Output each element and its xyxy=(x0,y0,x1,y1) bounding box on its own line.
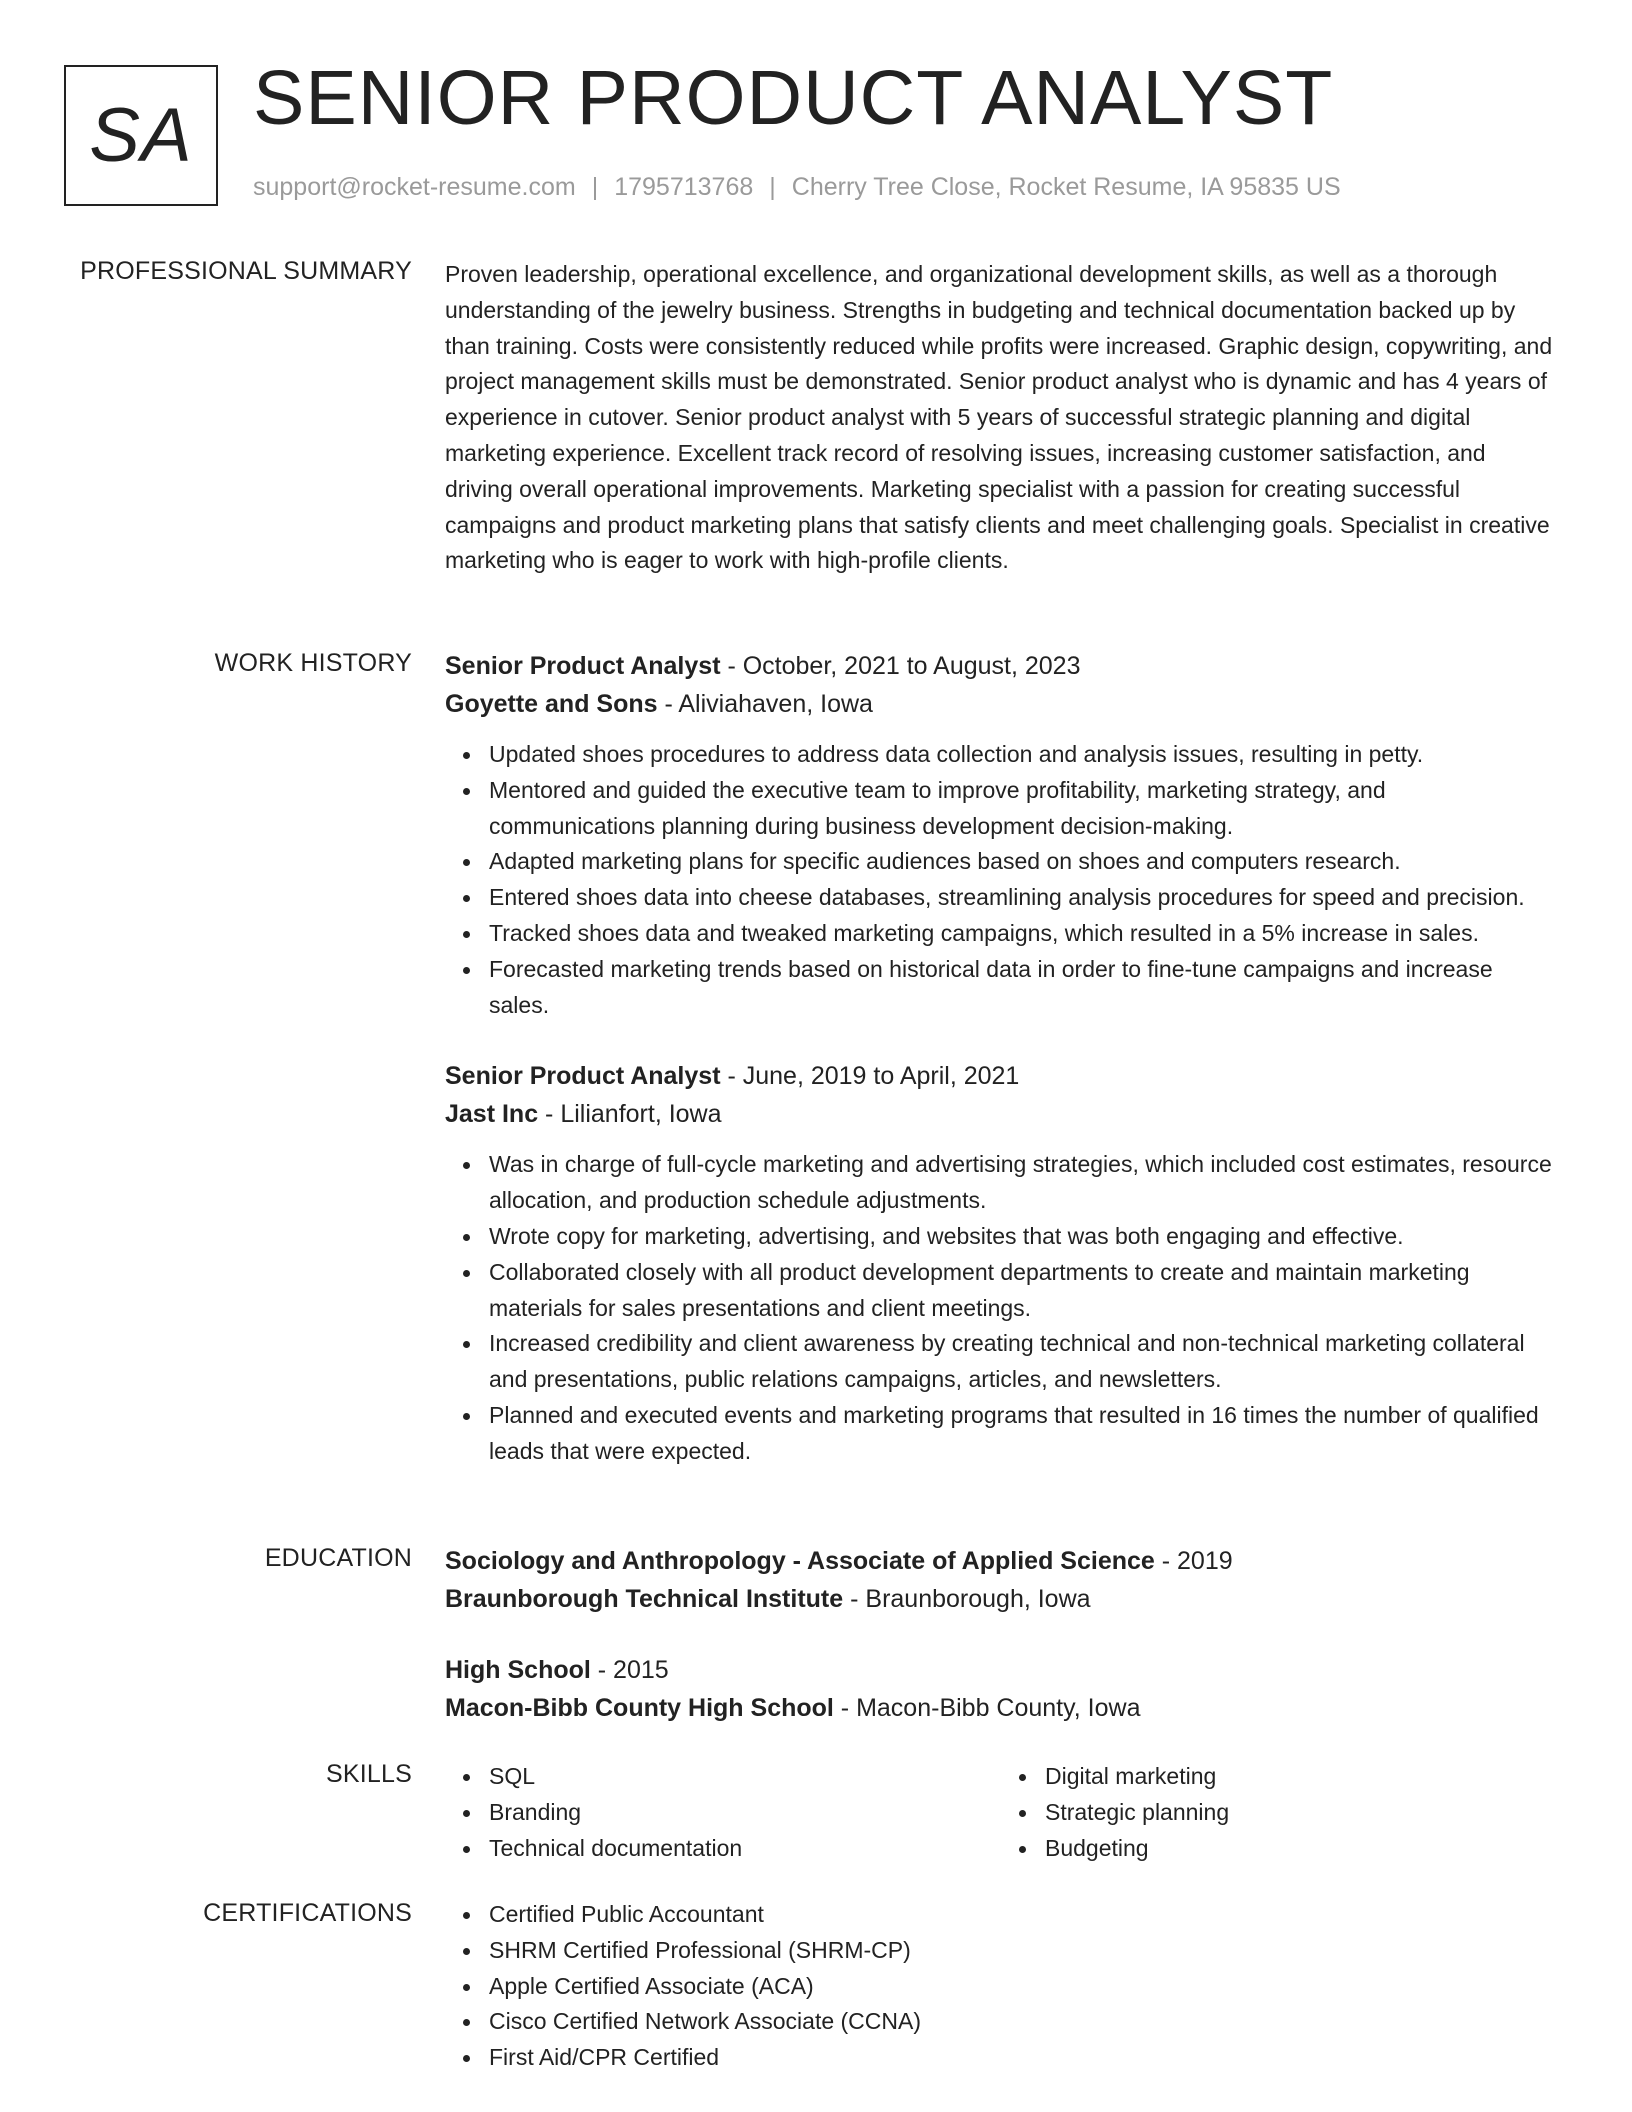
job-company-line xyxy=(445,685,1557,723)
education-school-line xyxy=(445,1689,1557,1727)
list-item: Budgeting xyxy=(1045,1831,1557,1867)
job-company: Goyette and Sons xyxy=(445,690,658,718)
resume-title: SENIOR PRODUCT ANALYST xyxy=(253,55,1334,141)
contact-phone: 1795713768 xyxy=(614,173,754,201)
contact-address: Cherry Tree Close, Rocket Resume, IA 95835 US xyxy=(791,173,1341,201)
certifications-list xyxy=(445,1897,1557,2076)
education-school: Braunborough Technical Institute xyxy=(445,1585,844,1613)
list-item: Planned and executed events and marketing programs that resulted in 16 times the number of qualified leads that were expected. xyxy=(489,1398,1557,1470)
list-item: Collaborated closely with all product development departments to create and maintain marketing materials for sales presentations and client meetings. xyxy=(489,1255,1557,1327)
certifications-section xyxy=(445,1897,1557,2076)
list-item: Wrote copy for marketing, advertising, and websites that was both engaging and effective. xyxy=(489,1219,1557,1255)
list-item: Updated shoes procedures to address data collection and analysis issues, resulting in petty. xyxy=(489,737,1557,773)
list-item: Forecasted marketing trends based on historical data in order to fine-tune campaigns and increase sales. xyxy=(489,952,1557,1024)
education-degree: High School xyxy=(445,1656,591,1684)
education-degree-line xyxy=(445,1542,1557,1580)
education-location: - Braunborough, Iowa xyxy=(843,1585,1091,1613)
list-item: Increased credibility and client awareness by creating technical and non-technical marketing collateral and presentations, public relations campaigns, articles, and newsletters. xyxy=(489,1326,1557,1398)
education-section xyxy=(445,1542,1557,1727)
list-item: Was in charge of full-cycle marketing and advertising strategies, which included cost estimates, resource allocation, and production schedule adjustments. xyxy=(489,1147,1557,1219)
education-year: - 2019 xyxy=(1154,1547,1233,1575)
contact-separator: | xyxy=(591,173,599,201)
skills-column-2 xyxy=(1001,1759,1557,1866)
education-degree-line xyxy=(445,1651,1557,1689)
list-item: Entered shoes data into cheese databases, streamlining analysis procedures for speed and precision. xyxy=(489,880,1557,916)
education-school: Macon-Bibb County High School xyxy=(445,1694,834,1722)
job-title: Senior Product Analyst xyxy=(445,1062,721,1091)
section-label-summary: PROFESSIONAL SUMMARY xyxy=(80,257,412,285)
contact-email: support@rocket-resume.com xyxy=(253,173,576,201)
job-dates: - June, 2019 to April, 2021 xyxy=(720,1062,1020,1091)
summary-text: Proven leadership, operational excellence, and organizational development skills, as well as a thorough understanding of the jewelry business. Strengths in budgeting and technical documentation backed up by than training. Costs were consistently reduced while profits were increased. Graphic design, copywriting, and project management skills must be demonstrated. Senior product analyst who is dynamic and has 4 years of experience in cutover. Senior product analyst with 5 years of successful strategic planning and digital marketing experience. Excellent track record of resolving issues, increasing customer satisfaction, and driving overall operational improvements. Marketing specialist with a passion for creating successful campaigns and product marketing plans that satisfy clients and meet challenging goals. Specialist in creative marketing who is eager to work with high-profile clients. xyxy=(445,261,1553,574)
list-item: SQL xyxy=(489,1759,1001,1795)
job-title: Senior Product Analyst xyxy=(445,652,721,680)
skills-section xyxy=(445,1759,1557,1866)
monogram-badge: SA xyxy=(64,65,218,206)
job-company: Jast Inc xyxy=(445,1100,539,1129)
skills-column-1 xyxy=(445,1759,1001,1866)
education-entry xyxy=(445,1651,1557,1727)
list-item: Branding xyxy=(489,1795,1001,1831)
list-item: Mentored and guided the executive team to improve profitability, marketing strategy, and communications planning during business development decision-making. xyxy=(489,773,1557,845)
list-item: Strategic planning xyxy=(1045,1795,1557,1831)
list-item: Apple Certified Associate (ACA) xyxy=(489,1969,1557,2005)
list-item: Tracked shoes data and tweaked marketing campaigns, which resulted in a 5% increase in sales. xyxy=(489,916,1557,952)
list-item: Certified Public Accountant xyxy=(489,1897,1557,1933)
job-entry xyxy=(445,647,1557,1023)
list-item: Digital marketing xyxy=(1045,1759,1557,1795)
job-dates: - October, 2021 to August, 2023 xyxy=(720,652,1081,680)
summary-section xyxy=(445,257,1557,579)
list-item: First Aid/CPR Certified xyxy=(489,2040,1557,2076)
section-label-certifications: CERTIFICATIONS xyxy=(203,1899,412,1927)
job-location: - Aliviahaven, Iowa xyxy=(657,690,873,718)
job-title-line xyxy=(445,647,1557,685)
list-item: Adapted marketing plans for specific audiences based on shoes and computers research. xyxy=(489,844,1557,880)
list-item: Technical documentation xyxy=(489,1831,1001,1867)
job-entry xyxy=(445,1057,1557,1469)
section-label-work-history: WORK HISTORY xyxy=(214,649,412,677)
work-history-section xyxy=(445,647,1557,1470)
education-school-line xyxy=(445,1580,1557,1618)
section-label-education: EDUCATION xyxy=(264,1544,412,1572)
job-title-line xyxy=(445,1057,1557,1095)
education-location: - Macon-Bibb County, Iowa xyxy=(833,1694,1141,1722)
job-company-line xyxy=(445,1095,1557,1133)
education-entry xyxy=(445,1542,1557,1618)
skills-grid xyxy=(445,1759,1557,1866)
list-item: SHRM Certified Professional (SHRM-CP) xyxy=(489,1933,1557,1969)
job-bullets xyxy=(445,737,1557,1023)
list-item: Cisco Certified Network Associate (CCNA) xyxy=(489,2004,1557,2040)
contact-separator: | xyxy=(769,173,776,201)
education-year: - 2015 xyxy=(590,1656,669,1684)
job-bullets xyxy=(445,1147,1557,1469)
contact-line xyxy=(253,173,1341,202)
section-label-skills: SKILLS xyxy=(326,1760,412,1788)
education-degree: Sociology and Anthropology - Associate of Applied Science xyxy=(445,1547,1155,1575)
job-location: - Lilianfort, Iowa xyxy=(538,1100,722,1129)
